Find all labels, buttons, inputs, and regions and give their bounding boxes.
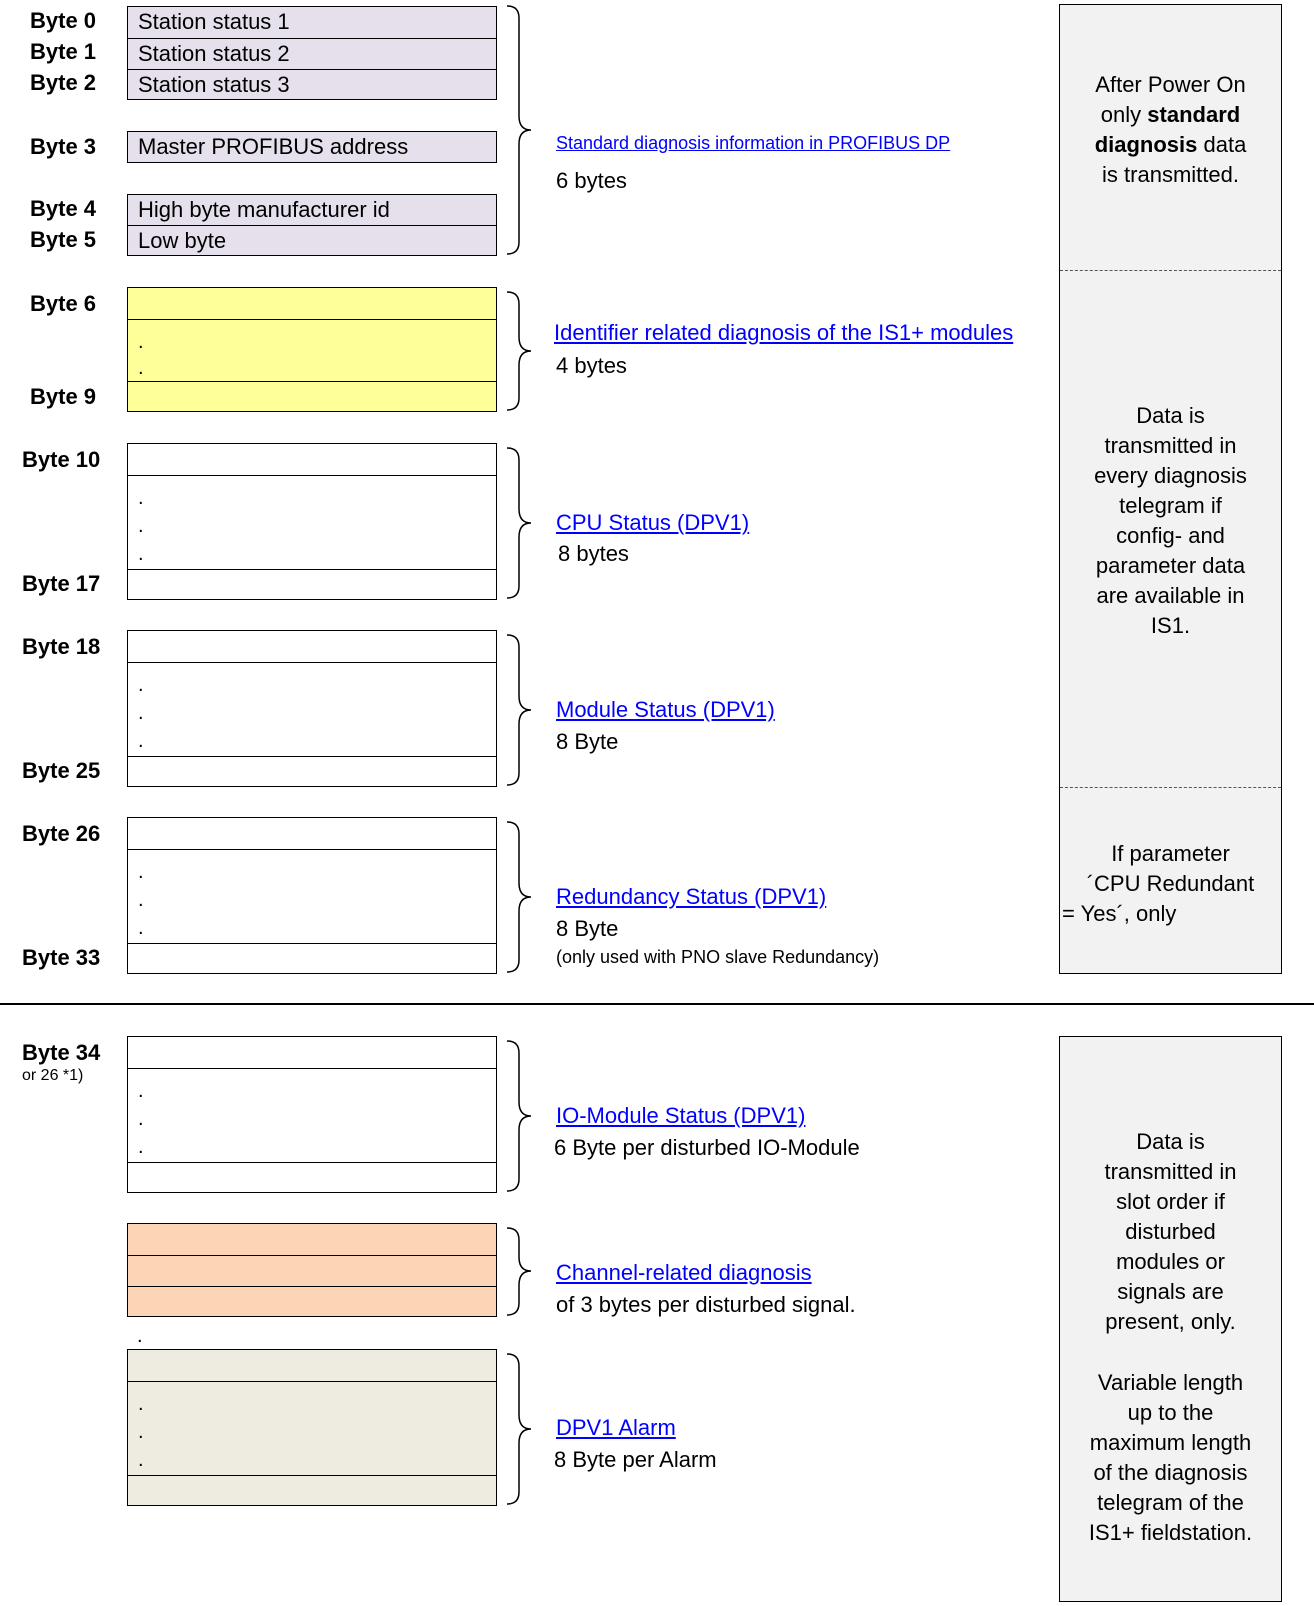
- variable-length-line: up to the: [1127, 1400, 1214, 1425]
- io-module-status-block: [127, 1036, 497, 1193]
- cpu-status-link[interactable]: CPU Status (DPV1): [556, 510, 750, 535]
- channel-diagnosis-size: of 3 bytes per disturbed signal.: [556, 1292, 856, 1317]
- byte-1-label: Byte 1: [30, 39, 97, 64]
- io-module-brace-icon: [505, 1039, 545, 1193]
- byte-3-label: Byte 3: [30, 134, 97, 159]
- byte-6-label: Byte 6: [30, 291, 97, 316]
- standard-diagnosis-link[interactable]: Standard diagnosis information in PROFIBUS DP: [556, 133, 951, 153]
- io-module-status-row: [128, 1162, 496, 1192]
- byte-17-label: Byte 17: [22, 571, 101, 596]
- identifier-row: [128, 381, 496, 411]
- dpv1-alarm-row: [128, 1475, 496, 1505]
- station-status-block: [127, 6, 497, 100]
- redundancy-status-row: [128, 818, 496, 849]
- slot-order-line: Data is: [1136, 1129, 1205, 1154]
- cpu-brace-icon: [505, 446, 545, 600]
- variable-length-line: IS1+ fieldstation.: [1088, 1520, 1253, 1545]
- module-status-size: 8 Byte: [556, 729, 619, 754]
- ellipsis-dot: .: [138, 487, 144, 509]
- byte-18-label: Byte 18: [22, 634, 101, 659]
- station-status-1-cell: Station status 1: [138, 9, 290, 34]
- cpu-status-size: 8 bytes: [558, 541, 629, 566]
- redundancy-status-block: [127, 817, 497, 974]
- station-status-2-cell: Station status 2: [128, 38, 496, 69]
- ellipsis-dot: .: [138, 1393, 144, 1415]
- data-line: transmitted in: [1104, 433, 1237, 458]
- byte-10-label: Byte 10: [22, 447, 101, 472]
- module-status-row: [128, 631, 496, 662]
- channel-diagnosis-row: [128, 1286, 496, 1316]
- ellipsis-dot: .: [138, 1421, 144, 1443]
- channel-diagnosis-row: [128, 1224, 496, 1255]
- data-line: every diagnosis: [1094, 463, 1247, 488]
- master-address-cell: Master PROFIBUS address: [138, 134, 409, 159]
- byte-25-label: Byte 25: [22, 758, 101, 783]
- io-module-status-link[interactable]: IO-Module Status (DPV1): [556, 1103, 806, 1128]
- data-line: IS1.: [1150, 613, 1191, 638]
- identifier-row: [128, 288, 496, 319]
- power-on-line-1: After Power On: [1095, 72, 1246, 97]
- byte-34-note: or 26 *1): [22, 1067, 84, 1084]
- power-on-line-4: is transmitted.: [1102, 162, 1239, 187]
- io-module-status-size: 6 Byte per disturbed IO-Module: [554, 1135, 860, 1160]
- io-module-status-row: [128, 1068, 496, 1162]
- identifier-block: [127, 287, 497, 412]
- ellipsis-dot: .: [138, 1449, 144, 1471]
- variable-length-line: maximum length: [1089, 1430, 1252, 1455]
- data-line: are available in: [1096, 583, 1245, 608]
- identifier-diagnosis-link[interactable]: Identifier related diagnosis of the IS1+ modules: [554, 320, 1014, 345]
- power-on-line-2: only standard: [1100, 102, 1241, 127]
- identifier-brace-icon: [505, 290, 545, 412]
- dpv1-alarm-row: [128, 1350, 496, 1381]
- channel-diagnosis-row: [128, 1255, 496, 1286]
- panel-dashed-divider: [1060, 270, 1281, 271]
- dpv1-alarm-size: 8 Byte per Alarm: [554, 1447, 717, 1472]
- cpu-status-block: [127, 443, 497, 600]
- cpu-status-row: [128, 444, 496, 475]
- byte-2-label: Byte 2: [30, 70, 97, 95]
- high-byte-cell: High byte manufacturer id: [138, 197, 390, 222]
- ellipsis-dot: .: [138, 889, 144, 911]
- channel-diagnosis-link[interactable]: Channel-related diagnosis: [556, 1260, 812, 1285]
- ellipsis-dot: .: [138, 674, 144, 696]
- ellipsis-dot: .: [137, 1325, 143, 1347]
- byte-0-label: Byte 0: [30, 8, 97, 33]
- data-line: parameter data: [1095, 553, 1246, 578]
- byte-4-label: Byte 4: [30, 196, 97, 221]
- data-line: telegram if: [1119, 493, 1222, 518]
- redundant-line: = Yes´, only: [1062, 901, 1177, 926]
- byte-34-label: Byte 34: [22, 1040, 101, 1065]
- ellipsis-dot: .: [138, 917, 144, 939]
- panel-dashed-divider: [1060, 787, 1281, 788]
- byte-9-label: Byte 9: [30, 384, 97, 409]
- ellipsis-dot: .: [138, 1136, 144, 1158]
- slot-order-line: disturbed: [1125, 1219, 1216, 1244]
- transmission-panel-bottom: [1059, 1036, 1282, 1602]
- dpv1-alarm-link[interactable]: DPV1 Alarm: [556, 1415, 676, 1440]
- byte-26-label: Byte 26: [22, 821, 101, 846]
- redundancy-brace-icon: [505, 820, 545, 974]
- alarm-brace-icon: [505, 1352, 545, 1506]
- standard-diagnosis-size: 6 bytes: [556, 168, 627, 193]
- cpu-status-row: [128, 475, 496, 569]
- ellipsis-dot: .: [138, 861, 144, 883]
- redundancy-status-row: [128, 849, 496, 943]
- data-line: config- and: [1116, 523, 1225, 548]
- slot-order-line: slot order if: [1116, 1189, 1225, 1214]
- io-module-status-row: [128, 1037, 496, 1068]
- ellipsis-dot: .: [138, 1080, 144, 1102]
- channel-brace-icon: [505, 1226, 545, 1317]
- cpu-status-row: [128, 569, 496, 599]
- data-line: Data is: [1136, 403, 1205, 428]
- slot-order-line: modules or: [1116, 1249, 1225, 1274]
- dpv1-alarm-row: [128, 1381, 496, 1475]
- master-address-block: [127, 131, 497, 163]
- redundancy-status-note: (only used with PNO slave Redundancy): [556, 947, 880, 967]
- standard-brace-icon: [505, 4, 545, 256]
- ellipsis-dot: .: [138, 331, 144, 353]
- variable-length-line: of the diagnosis: [1093, 1460, 1248, 1485]
- module-status-row: [128, 662, 496, 756]
- slot-order-line: signals are: [1117, 1279, 1224, 1304]
- byte-5-label: Byte 5: [30, 227, 97, 252]
- channel-diagnosis-block: [127, 1223, 497, 1317]
- slot-order-line: present, only.: [1105, 1309, 1236, 1334]
- power-on-line-3: diagnosis data: [1094, 132, 1247, 157]
- redundant-line: ´CPU Redundant: [1086, 871, 1255, 896]
- section-divider: [0, 1003, 1314, 1005]
- module-status-block: [127, 630, 497, 787]
- variable-length-line: telegram of the: [1097, 1490, 1244, 1515]
- ellipsis-dot: .: [138, 730, 144, 752]
- ellipsis-dot: .: [138, 702, 144, 724]
- low-byte-cell: Low byte: [128, 225, 496, 255]
- redundant-line: If parameter: [1111, 841, 1230, 866]
- module-status-link[interactable]: Module Status (DPV1): [556, 697, 775, 722]
- station-status-3-cell: Station status 3: [128, 69, 496, 100]
- byte-33-label: Byte 33: [22, 945, 101, 970]
- dpv1-alarm-block: [127, 1349, 497, 1506]
- module-status-row: [128, 756, 496, 786]
- ellipsis-dot: .: [138, 543, 144, 565]
- identifier-diagnosis-size: 4 bytes: [556, 353, 627, 378]
- redundancy-status-size: 8 Byte: [556, 916, 619, 941]
- ellipsis-dot: .: [138, 357, 144, 379]
- variable-length-line: Variable length: [1097, 1370, 1244, 1395]
- transmission-panel-top: [1059, 4, 1282, 974]
- ellipsis-dot: .: [138, 515, 144, 537]
- identifier-row: [128, 319, 496, 381]
- redundancy-status-row: [128, 943, 496, 973]
- slot-order-line: transmitted in: [1104, 1159, 1237, 1184]
- module-brace-icon: [505, 633, 545, 787]
- manufacturer-id-block: [127, 194, 497, 256]
- redundancy-status-link[interactable]: Redundancy Status (DPV1): [556, 884, 827, 909]
- ellipsis-dot: .: [138, 1108, 144, 1130]
